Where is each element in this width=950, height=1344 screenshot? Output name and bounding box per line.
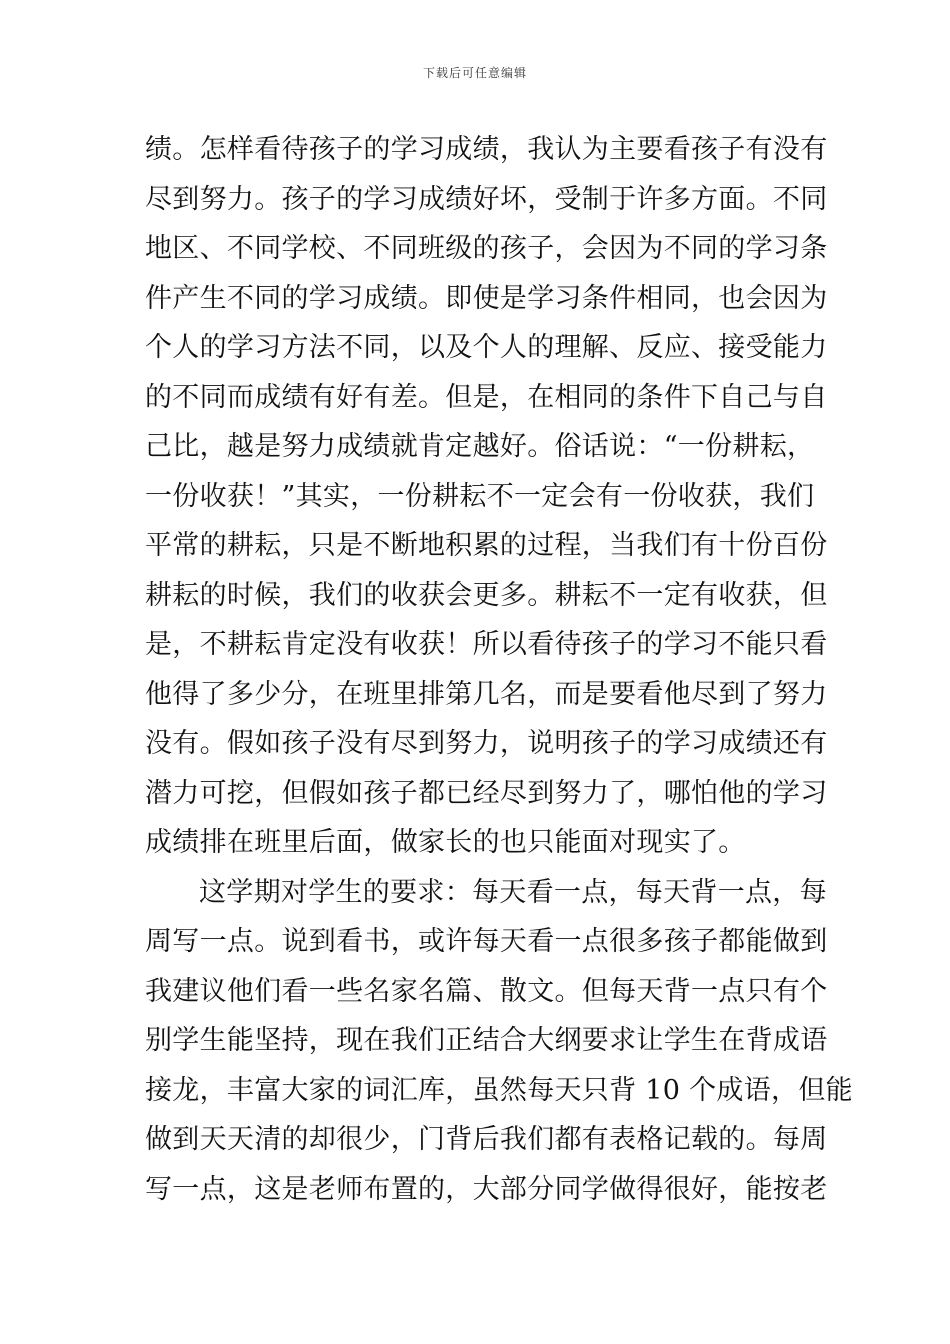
text-line: 个人的学习方法不同，以及个人的理解、反应、接受能力 [145, 332, 828, 363]
text-line: 这学期对学生的要求：每天看一点，每天背一点，每 [199, 876, 827, 908]
text-line: 一份收获！”其实，一份耕耘不一定会有一份收获，我们 [145, 480, 815, 512]
text-line: 接龙，丰富大家的词汇库，虽然每天只背 10 个成语，但能 [145, 1074, 853, 1106]
text-line: 写一点，这是老师布置的，大部分同学做得很好，能按老 [145, 1173, 828, 1205]
text-line: 件产生不同的学习成绩。即使是学习条件相同，也会因为 [145, 282, 828, 314]
text-line: 己比，越是努力成绩就肯定越好。俗话说：“一份耕耘， [145, 431, 815, 462]
text-line: 周写一点。说到看书，或许每天看一点很多孩子都能做到 [145, 926, 828, 957]
text-line: 我建议他们看一些名家名篇、散文。但每天背一点只有个 [145, 975, 828, 1007]
text-line: 耕耘的时候，我们的收获会更多。耕耘不一定有收获，但 [145, 579, 828, 611]
text-line: 尽到努力。孩子的学习成绩好坏，受制于许多方面。不同 [145, 183, 828, 215]
paragraph-2 [145, 868, 853, 1215]
paragraph-1 [145, 125, 828, 868]
text-line: 没有。假如孩子没有尽到努力，说明孩子的学习成绩还有 [145, 728, 828, 759]
text-line: 的不同而成绩有好有差。但是，在相同的条件下自己与自 [145, 381, 828, 413]
text-line: 是，不耕耘肯定没有收获！所以看待孩子的学习不能只看 [145, 629, 828, 660]
text-line: 做到天天清的却很少，门背后我们都有表格记载的。每周 [145, 1124, 828, 1155]
document-body [145, 125, 853, 1214]
text-line: 平常的耕耘，只是不断地积累的过程，当我们有十份百份 [145, 530, 828, 561]
text-line: 他得了多少分，在班里排第几名，而是要看他尽到了努力 [145, 678, 828, 710]
header-note: 下载后可任意编辑 [422, 66, 527, 80]
text-line: 潜力可挖，但假如孩子都已经尽到努力了，哪怕他的学习 [145, 777, 828, 809]
text-line: 别学生能坚持，现在我们正结合大纲要求让学生在背成语 [145, 1025, 828, 1056]
text-line: 绩。怎样看待孩子的学习成绩，我认为主要看孩子有没有 [145, 134, 828, 165]
text-line: 成绩排在班里后面，做家长的也只能面对现实了。 [145, 827, 746, 858]
text-line: 地区、不同学校、不同班级的孩子，会因为不同的学习条 [145, 233, 828, 264]
